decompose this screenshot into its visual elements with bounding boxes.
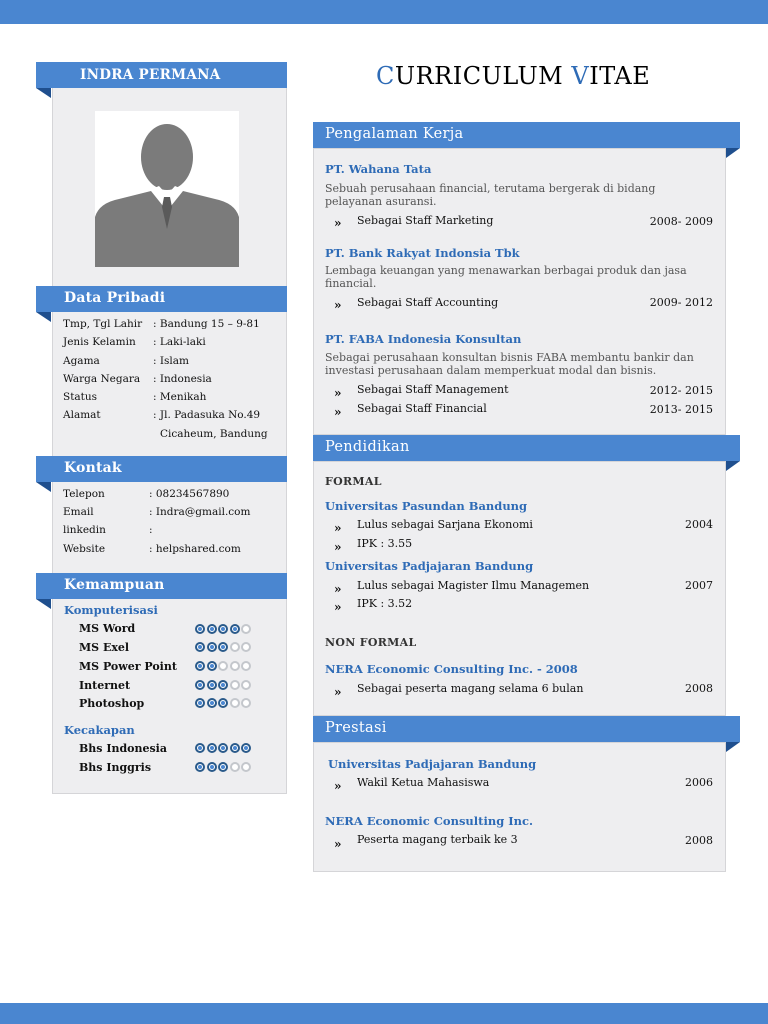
job-years: 2013- 2015 bbox=[649, 403, 713, 416]
profile-photo bbox=[95, 111, 239, 267]
education-year: 2007 bbox=[685, 579, 713, 592]
rating-dot-filled-icon bbox=[218, 624, 228, 634]
skill-rating bbox=[195, 762, 251, 772]
rating-dot-empty-icon bbox=[230, 642, 240, 652]
info-value: : Islam bbox=[153, 355, 189, 367]
rating-dot-filled-icon bbox=[207, 642, 217, 652]
rating-dot-filled-icon bbox=[218, 642, 228, 652]
rating-dot-empty-icon bbox=[241, 624, 251, 634]
document-title: CURRICULUM VITAE bbox=[376, 62, 651, 90]
rating-dot-empty-icon bbox=[230, 661, 240, 671]
rating-dot-filled-icon bbox=[195, 762, 205, 772]
rating-dot-filled-icon bbox=[195, 743, 205, 753]
skill-rating bbox=[195, 661, 251, 671]
rating-dot-filled-icon bbox=[218, 743, 228, 753]
rating-dot-empty-icon bbox=[230, 762, 240, 772]
skill-name: Internet bbox=[79, 679, 131, 692]
company-name: PT. FABA Indonesia Konsultan bbox=[325, 332, 522, 346]
job-role: Sebagai Staff Marketing bbox=[357, 214, 494, 227]
skill-rating bbox=[195, 680, 251, 690]
website-value: : helpshared.com bbox=[149, 543, 241, 555]
rating-dot-filled-icon bbox=[230, 624, 240, 634]
contact-label: Website bbox=[63, 543, 106, 555]
contact-label: linkedin bbox=[63, 524, 106, 536]
skill-name: Bhs Indonesia bbox=[79, 742, 167, 755]
section-header-kontak: Kontak bbox=[36, 456, 287, 482]
rating-dot-filled-icon bbox=[230, 743, 240, 753]
job-role: Sebagai Staff Accounting bbox=[357, 296, 499, 309]
address-line-2: Cicaheum, Bandung bbox=[160, 428, 268, 440]
achievement-org: NERA Economic Consulting Inc. bbox=[325, 814, 533, 828]
info-label: Warga Negara bbox=[63, 373, 141, 385]
skill-name: Bhs Inggris bbox=[79, 761, 152, 774]
info-value: : Indonesia bbox=[153, 373, 212, 385]
section-header-pendidikan: Pendidikan bbox=[313, 435, 740, 461]
education-line: Lulus sebagai Sarjana Ekonomi bbox=[357, 518, 533, 531]
rating-dot-filled-icon bbox=[195, 680, 205, 690]
rating-dot-empty-icon bbox=[241, 680, 251, 690]
info-label: Status bbox=[63, 391, 98, 403]
info-value: : Menikah bbox=[153, 391, 207, 403]
bullet-icon: » bbox=[334, 600, 342, 614]
person-name: INDRA PERMANA bbox=[80, 67, 221, 83]
skill-group-title: Kecakapan bbox=[64, 723, 135, 737]
bullet-icon: » bbox=[334, 837, 342, 851]
achievement-org: Universitas Padjajaran Bandung bbox=[328, 757, 537, 771]
rating-dot-empty-icon bbox=[230, 680, 240, 690]
info-label: Tmp, Tgl Lahir bbox=[63, 318, 143, 330]
company-description: Lembaga keuangan yang menawarkan berbagai produk dan jasa financial. bbox=[325, 264, 687, 290]
nonformal-label: NON FORMAL bbox=[325, 636, 417, 649]
section-header-pengalaman-kerja: Pengalaman Kerja bbox=[313, 122, 740, 148]
rating-dot-filled-icon bbox=[195, 642, 205, 652]
job-role: Sebagai Staff Management bbox=[357, 383, 509, 396]
rating-dot-filled-icon bbox=[207, 698, 217, 708]
job-years: 2012- 2015 bbox=[649, 384, 713, 397]
rating-dot-filled-icon bbox=[207, 661, 217, 671]
top-accent-bar bbox=[0, 0, 768, 24]
rating-dot-filled-icon bbox=[241, 743, 251, 753]
info-value: : Jl. Padasuka No.49 bbox=[153, 409, 261, 421]
linkedin-value: : bbox=[149, 524, 153, 536]
name-banner bbox=[36, 62, 287, 88]
achievement-text: Wakil Ketua Mahasiswa bbox=[357, 776, 490, 789]
info-value: : Bandung 15 – 9-81 bbox=[153, 318, 260, 330]
bullet-icon: » bbox=[334, 779, 342, 793]
rating-dot-filled-icon bbox=[218, 698, 228, 708]
company-description: Sebuah perusahaan financial, terutama bergerak di bidang pelayanan asuransi. bbox=[325, 182, 656, 208]
bullet-icon: » bbox=[334, 298, 342, 312]
skill-rating bbox=[195, 642, 251, 652]
contact-label: Email bbox=[63, 506, 94, 518]
ribbon-fold bbox=[726, 148, 740, 158]
rating-dot-empty-icon bbox=[230, 698, 240, 708]
education-line: IPK : 3.55 bbox=[357, 537, 413, 550]
rating-dot-filled-icon bbox=[207, 743, 217, 753]
education-line: Lulus sebagai Magister Ilmu Managemen bbox=[357, 579, 590, 592]
skill-name: Photoshop bbox=[79, 697, 145, 710]
ribbon-fold bbox=[36, 599, 51, 609]
achievement-text: Peserta magang terbaik ke 3 bbox=[357, 833, 518, 846]
info-label: Alamat bbox=[63, 409, 101, 421]
bullet-icon: » bbox=[334, 386, 342, 400]
ribbon-fold bbox=[36, 482, 51, 492]
rating-dot-empty-icon bbox=[241, 762, 251, 772]
email-value: : Indra@gmail.com bbox=[149, 506, 251, 518]
company-description: Sebagai perusahaan konsultan bisnis FABA membantu bankir dan investasi perusahaan dalam memperkuat modal dan bisnis. bbox=[325, 351, 694, 377]
rating-dot-filled-icon bbox=[218, 762, 228, 772]
bullet-icon: » bbox=[334, 540, 342, 554]
bullet-icon: » bbox=[334, 582, 342, 596]
section-header-data-pribadi: Data Pribadi bbox=[36, 286, 287, 312]
rating-dot-filled-icon bbox=[207, 624, 217, 634]
education-line: IPK : 3.52 bbox=[357, 597, 413, 610]
ribbon-fold bbox=[726, 742, 740, 752]
job-years: 2008- 2009 bbox=[649, 215, 713, 228]
bullet-icon: » bbox=[334, 216, 342, 230]
rating-dot-filled-icon bbox=[207, 680, 217, 690]
skill-rating bbox=[195, 624, 251, 634]
rating-dot-filled-icon bbox=[207, 762, 217, 772]
company-name: PT. Wahana Tata bbox=[325, 162, 432, 176]
person-silhouette-icon bbox=[95, 111, 239, 267]
job-years: 2009- 2012 bbox=[649, 296, 713, 309]
job-role: Sebagai Staff Financial bbox=[357, 402, 487, 415]
bullet-icon: » bbox=[334, 521, 342, 535]
company-name: PT. Bank Rakyat Indonsia Tbk bbox=[325, 246, 520, 260]
ribbon-fold bbox=[36, 88, 51, 98]
ribbon-fold bbox=[36, 312, 51, 322]
skill-rating bbox=[195, 743, 251, 753]
skill-rating bbox=[195, 698, 251, 708]
school-name: Universitas Padjajaran Bandung bbox=[325, 559, 534, 573]
rating-dot-empty-icon bbox=[218, 661, 228, 671]
skill-group-title: Komputerisasi bbox=[64, 603, 158, 617]
rating-dot-empty-icon bbox=[241, 642, 251, 652]
info-value: : Laki-laki bbox=[153, 336, 206, 348]
section-header-kemampuan: Kemampuan bbox=[36, 573, 287, 599]
education-year: 2008 bbox=[685, 682, 713, 695]
school-name: Universitas Pasundan Bandung bbox=[325, 499, 528, 513]
section-header-prestasi: Prestasi bbox=[313, 716, 740, 742]
rating-dot-empty-icon bbox=[241, 661, 251, 671]
info-label: Agama bbox=[63, 355, 100, 367]
rating-dot-filled-icon bbox=[195, 698, 205, 708]
formal-label: FORMAL bbox=[325, 475, 382, 488]
phone-value: : 08234567890 bbox=[149, 488, 230, 500]
info-label: Jenis Kelamin bbox=[63, 336, 136, 348]
rating-dot-filled-icon bbox=[195, 661, 205, 671]
education-year: 2004 bbox=[685, 518, 713, 531]
skill-name: MS Power Point bbox=[79, 660, 177, 673]
nonformal-org: NERA Economic Consulting Inc. - 2008 bbox=[325, 662, 578, 676]
bottom-accent-bar bbox=[0, 1003, 768, 1024]
education-line: Sebagai peserta magang selama 6 bulan bbox=[357, 682, 584, 695]
achievement-year: 2008 bbox=[685, 834, 713, 847]
achievement-year: 2006 bbox=[685, 776, 713, 789]
skill-name: MS Word bbox=[79, 622, 136, 635]
contact-label: Telepon bbox=[63, 488, 105, 500]
skill-name: MS Exel bbox=[79, 641, 130, 654]
ribbon-fold bbox=[726, 461, 740, 471]
rating-dot-empty-icon bbox=[241, 698, 251, 708]
bullet-icon: » bbox=[334, 685, 342, 699]
bullet-icon: » bbox=[334, 405, 342, 419]
rating-dot-filled-icon bbox=[195, 624, 205, 634]
rating-dot-filled-icon bbox=[218, 680, 228, 690]
